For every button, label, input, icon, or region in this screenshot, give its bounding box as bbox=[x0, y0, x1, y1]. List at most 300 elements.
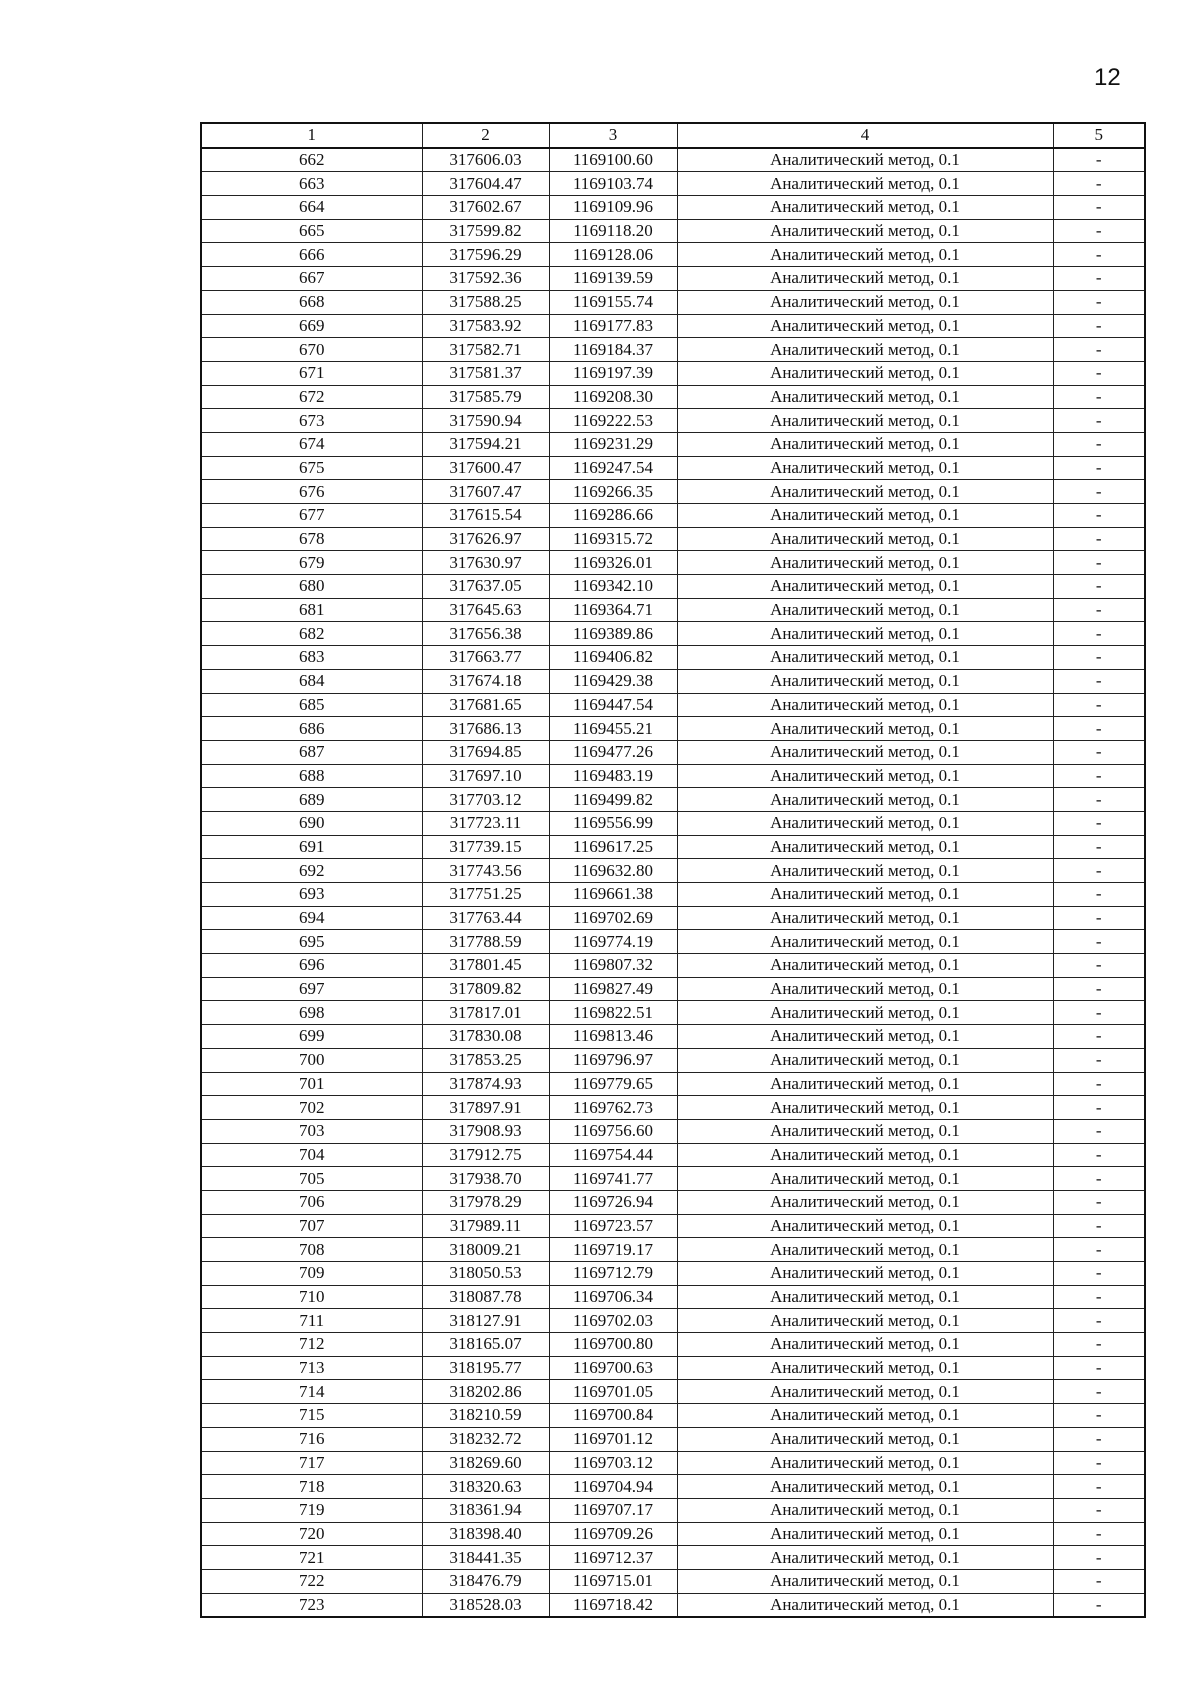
page-number: 12 bbox=[1094, 64, 1121, 91]
y-coordinate-cell: 1169342.10 bbox=[549, 575, 677, 599]
notes-cell: - bbox=[1053, 1190, 1145, 1214]
notes-cell: - bbox=[1053, 1048, 1145, 1072]
point-number-cell: 694 bbox=[201, 906, 422, 930]
method-cell: Аналитический метод, 0.1 bbox=[677, 1001, 1053, 1025]
notes-cell: - bbox=[1053, 456, 1145, 480]
method-cell: Аналитический метод, 0.1 bbox=[677, 504, 1053, 528]
x-coordinate-cell: 318269.60 bbox=[422, 1451, 549, 1475]
y-coordinate-cell: 1169364.71 bbox=[549, 598, 677, 622]
table-row bbox=[201, 693, 1145, 717]
point-number-cell: 671 bbox=[201, 361, 422, 385]
table-row bbox=[201, 1238, 1145, 1262]
x-coordinate-cell: 317600.47 bbox=[422, 456, 549, 480]
method-cell: Аналитический метод, 0.1 bbox=[677, 811, 1053, 835]
method-cell: Аналитический метод, 0.1 bbox=[677, 977, 1053, 1001]
y-coordinate-cell: 1169222.53 bbox=[549, 409, 677, 433]
y-coordinate-cell: 1169702.69 bbox=[549, 906, 677, 930]
y-coordinate-cell: 1169822.51 bbox=[549, 1001, 677, 1025]
y-coordinate-cell: 1169208.30 bbox=[549, 385, 677, 409]
method-cell: Аналитический метод, 0.1 bbox=[677, 1167, 1053, 1191]
table-row bbox=[201, 883, 1145, 907]
point-number-cell: 675 bbox=[201, 456, 422, 480]
column-header-y-coordinate: 3 bbox=[549, 123, 677, 148]
notes-cell: - bbox=[1053, 1546, 1145, 1570]
table-row bbox=[201, 1025, 1145, 1049]
notes-cell: - bbox=[1053, 859, 1145, 883]
x-coordinate-cell: 317801.45 bbox=[422, 954, 549, 978]
notes-cell: - bbox=[1053, 598, 1145, 622]
x-coordinate-cell: 317751.25 bbox=[422, 883, 549, 907]
x-coordinate-cell: 317630.97 bbox=[422, 551, 549, 575]
x-coordinate-cell: 317585.79 bbox=[422, 385, 549, 409]
point-number-cell: 663 bbox=[201, 172, 422, 196]
method-cell: Аналитический метод, 0.1 bbox=[677, 1262, 1053, 1286]
x-coordinate-cell: 317897.91 bbox=[422, 1096, 549, 1120]
table-row bbox=[201, 1214, 1145, 1238]
table-row bbox=[201, 1096, 1145, 1120]
y-coordinate-cell: 1169754.44 bbox=[549, 1143, 677, 1167]
table-row bbox=[201, 432, 1145, 456]
y-coordinate-cell: 1169632.80 bbox=[549, 859, 677, 883]
x-coordinate-cell: 317582.71 bbox=[422, 338, 549, 362]
notes-cell: - bbox=[1053, 1143, 1145, 1167]
y-coordinate-cell: 1169774.19 bbox=[549, 930, 677, 954]
y-coordinate-cell: 1169109.96 bbox=[549, 196, 677, 220]
y-coordinate-cell: 1169266.35 bbox=[549, 480, 677, 504]
point-number-cell: 684 bbox=[201, 669, 422, 693]
notes-cell: - bbox=[1053, 314, 1145, 338]
point-number-cell: 714 bbox=[201, 1380, 422, 1404]
x-coordinate-cell: 317912.75 bbox=[422, 1143, 549, 1167]
point-number-cell: 682 bbox=[201, 622, 422, 646]
point-number-cell: 679 bbox=[201, 551, 422, 575]
point-number-cell: 662 bbox=[201, 148, 422, 172]
y-coordinate-cell: 1169779.65 bbox=[549, 1072, 677, 1096]
x-coordinate-cell: 318195.77 bbox=[422, 1356, 549, 1380]
x-coordinate-cell: 317588.25 bbox=[422, 290, 549, 314]
method-cell: Аналитический метод, 0.1 bbox=[677, 1143, 1053, 1167]
x-coordinate-cell: 317615.54 bbox=[422, 504, 549, 528]
table-row bbox=[201, 385, 1145, 409]
x-coordinate-cell: 317656.38 bbox=[422, 622, 549, 646]
x-coordinate-cell: 318127.91 bbox=[422, 1309, 549, 1333]
point-number-cell: 686 bbox=[201, 717, 422, 741]
x-coordinate-cell: 318441.35 bbox=[422, 1546, 549, 1570]
point-number-cell: 723 bbox=[201, 1593, 422, 1617]
point-number-cell: 703 bbox=[201, 1119, 422, 1143]
table-row bbox=[201, 930, 1145, 954]
method-cell: Аналитический метод, 0.1 bbox=[677, 1285, 1053, 1309]
x-coordinate-cell: 317989.11 bbox=[422, 1214, 549, 1238]
method-cell: Аналитический метод, 0.1 bbox=[677, 1475, 1053, 1499]
x-coordinate-cell: 318050.53 bbox=[422, 1262, 549, 1286]
table-row bbox=[201, 1404, 1145, 1428]
column-header-x-coordinate: 2 bbox=[422, 123, 549, 148]
y-coordinate-cell: 1169701.05 bbox=[549, 1380, 677, 1404]
method-cell: Аналитический метод, 0.1 bbox=[677, 148, 1053, 172]
x-coordinate-cell: 318165.07 bbox=[422, 1333, 549, 1357]
y-coordinate-cell: 1169286.66 bbox=[549, 504, 677, 528]
table-row bbox=[201, 172, 1145, 196]
x-coordinate-cell: 318398.40 bbox=[422, 1522, 549, 1546]
table-row bbox=[201, 1167, 1145, 1191]
table-row bbox=[201, 409, 1145, 433]
notes-cell: - bbox=[1053, 811, 1145, 835]
point-number-cell: 701 bbox=[201, 1072, 422, 1096]
table-row bbox=[201, 835, 1145, 859]
point-number-cell: 713 bbox=[201, 1356, 422, 1380]
method-cell: Аналитический метод, 0.1 bbox=[677, 693, 1053, 717]
table-row bbox=[201, 1072, 1145, 1096]
notes-cell: - bbox=[1053, 1214, 1145, 1238]
notes-cell: - bbox=[1053, 1569, 1145, 1593]
y-coordinate-cell: 1169715.01 bbox=[549, 1569, 677, 1593]
method-cell: Аналитический метод, 0.1 bbox=[677, 669, 1053, 693]
notes-cell: - bbox=[1053, 717, 1145, 741]
table-row bbox=[201, 290, 1145, 314]
table-row bbox=[201, 764, 1145, 788]
method-cell: Аналитический метод, 0.1 bbox=[677, 764, 1053, 788]
table-row bbox=[201, 598, 1145, 622]
notes-cell: - bbox=[1053, 432, 1145, 456]
x-coordinate-cell: 317599.82 bbox=[422, 219, 549, 243]
point-number-cell: 693 bbox=[201, 883, 422, 907]
method-cell: Аналитический метод, 0.1 bbox=[677, 527, 1053, 551]
y-coordinate-cell: 1169706.34 bbox=[549, 1285, 677, 1309]
y-coordinate-cell: 1169718.42 bbox=[549, 1593, 677, 1617]
table-row bbox=[201, 1262, 1145, 1286]
x-coordinate-cell: 317686.13 bbox=[422, 717, 549, 741]
table-row bbox=[201, 740, 1145, 764]
method-cell: Аналитический метод, 0.1 bbox=[677, 551, 1053, 575]
x-coordinate-cell: 317592.36 bbox=[422, 267, 549, 291]
point-number-cell: 670 bbox=[201, 338, 422, 362]
notes-cell: - bbox=[1053, 622, 1145, 646]
method-cell: Аналитический метод, 0.1 bbox=[677, 267, 1053, 291]
point-number-cell: 711 bbox=[201, 1309, 422, 1333]
method-cell: Аналитический метод, 0.1 bbox=[677, 432, 1053, 456]
y-coordinate-cell: 1169661.38 bbox=[549, 883, 677, 907]
table-row bbox=[201, 1569, 1145, 1593]
x-coordinate-cell: 317637.05 bbox=[422, 575, 549, 599]
table-header-row bbox=[201, 123, 1145, 148]
y-coordinate-cell: 1169741.77 bbox=[549, 1167, 677, 1191]
table-row bbox=[201, 1475, 1145, 1499]
y-coordinate-cell: 1169429.38 bbox=[549, 669, 677, 693]
method-cell: Аналитический метод, 0.1 bbox=[677, 622, 1053, 646]
method-cell: Аналитический метод, 0.1 bbox=[677, 575, 1053, 599]
method-cell: Аналитический метод, 0.1 bbox=[677, 1048, 1053, 1072]
point-number-cell: 717 bbox=[201, 1451, 422, 1475]
point-number-cell: 690 bbox=[201, 811, 422, 835]
x-coordinate-cell: 317978.29 bbox=[422, 1190, 549, 1214]
point-number-cell: 666 bbox=[201, 243, 422, 267]
method-cell: Аналитический метод, 0.1 bbox=[677, 598, 1053, 622]
point-number-cell: 668 bbox=[201, 290, 422, 314]
notes-cell: - bbox=[1053, 1072, 1145, 1096]
notes-cell: - bbox=[1053, 1001, 1145, 1025]
method-cell: Аналитический метод, 0.1 bbox=[677, 361, 1053, 385]
column-header-notes: 5 bbox=[1053, 123, 1145, 148]
point-number-cell: 664 bbox=[201, 196, 422, 220]
y-coordinate-cell: 1169499.82 bbox=[549, 788, 677, 812]
notes-cell: - bbox=[1053, 954, 1145, 978]
x-coordinate-cell: 318009.21 bbox=[422, 1238, 549, 1262]
y-coordinate-cell: 1169712.79 bbox=[549, 1262, 677, 1286]
x-coordinate-cell: 317817.01 bbox=[422, 1001, 549, 1025]
point-number-cell: 712 bbox=[201, 1333, 422, 1357]
notes-cell: - bbox=[1053, 930, 1145, 954]
column-header-point-number: 1 bbox=[201, 123, 422, 148]
table-row bbox=[201, 1309, 1145, 1333]
table-row bbox=[201, 219, 1145, 243]
notes-cell: - bbox=[1053, 148, 1145, 172]
point-number-cell: 680 bbox=[201, 575, 422, 599]
point-number-cell: 719 bbox=[201, 1498, 422, 1522]
method-cell: Аналитический метод, 0.1 bbox=[677, 338, 1053, 362]
x-coordinate-cell: 317694.85 bbox=[422, 740, 549, 764]
y-coordinate-cell: 1169483.19 bbox=[549, 764, 677, 788]
notes-cell: - bbox=[1053, 338, 1145, 362]
x-coordinate-cell: 317697.10 bbox=[422, 764, 549, 788]
coordinates-table bbox=[200, 122, 1146, 1618]
notes-cell: - bbox=[1053, 385, 1145, 409]
point-number-cell: 672 bbox=[201, 385, 422, 409]
method-cell: Аналитический метод, 0.1 bbox=[677, 646, 1053, 670]
point-number-cell: 698 bbox=[201, 1001, 422, 1025]
notes-cell: - bbox=[1053, 1404, 1145, 1428]
y-coordinate-cell: 1169389.86 bbox=[549, 622, 677, 646]
point-number-cell: 706 bbox=[201, 1190, 422, 1214]
x-coordinate-cell: 318361.94 bbox=[422, 1498, 549, 1522]
x-coordinate-cell: 317607.47 bbox=[422, 480, 549, 504]
notes-cell: - bbox=[1053, 1285, 1145, 1309]
x-coordinate-cell: 317583.92 bbox=[422, 314, 549, 338]
y-coordinate-cell: 1169455.21 bbox=[549, 717, 677, 741]
point-number-cell: 691 bbox=[201, 835, 422, 859]
method-cell: Аналитический метод, 0.1 bbox=[677, 1380, 1053, 1404]
method-cell: Аналитический метод, 0.1 bbox=[677, 859, 1053, 883]
notes-cell: - bbox=[1053, 1380, 1145, 1404]
y-coordinate-cell: 1169247.54 bbox=[549, 456, 677, 480]
method-cell: Аналитический метод, 0.1 bbox=[677, 456, 1053, 480]
notes-cell: - bbox=[1053, 1167, 1145, 1191]
notes-cell: - bbox=[1053, 1238, 1145, 1262]
notes-cell: - bbox=[1053, 1309, 1145, 1333]
notes-cell: - bbox=[1053, 977, 1145, 1001]
table-row bbox=[201, 1593, 1145, 1617]
y-coordinate-cell: 1169617.25 bbox=[549, 835, 677, 859]
point-number-cell: 669 bbox=[201, 314, 422, 338]
y-coordinate-cell: 1169447.54 bbox=[549, 693, 677, 717]
notes-cell: - bbox=[1053, 740, 1145, 764]
table-row bbox=[201, 646, 1145, 670]
y-coordinate-cell: 1169155.74 bbox=[549, 290, 677, 314]
y-coordinate-cell: 1169326.01 bbox=[549, 551, 677, 575]
point-number-cell: 720 bbox=[201, 1522, 422, 1546]
method-cell: Аналитический метод, 0.1 bbox=[677, 1404, 1053, 1428]
x-coordinate-cell: 317596.29 bbox=[422, 243, 549, 267]
point-number-cell: 715 bbox=[201, 1404, 422, 1428]
notes-cell: - bbox=[1053, 527, 1145, 551]
x-coordinate-cell: 317590.94 bbox=[422, 409, 549, 433]
table-row bbox=[201, 1190, 1145, 1214]
table-row bbox=[201, 811, 1145, 835]
method-cell: Аналитический метод, 0.1 bbox=[677, 883, 1053, 907]
y-coordinate-cell: 1169762.73 bbox=[549, 1096, 677, 1120]
x-coordinate-cell: 317703.12 bbox=[422, 788, 549, 812]
point-number-cell: 692 bbox=[201, 859, 422, 883]
y-coordinate-cell: 1169703.12 bbox=[549, 1451, 677, 1475]
y-coordinate-cell: 1169700.84 bbox=[549, 1404, 677, 1428]
point-number-cell: 674 bbox=[201, 432, 422, 456]
method-cell: Аналитический метод, 0.1 bbox=[677, 290, 1053, 314]
table-row bbox=[201, 788, 1145, 812]
method-cell: Аналитический метод, 0.1 bbox=[677, 1309, 1053, 1333]
notes-cell: - bbox=[1053, 835, 1145, 859]
x-coordinate-cell: 317743.56 bbox=[422, 859, 549, 883]
notes-cell: - bbox=[1053, 1475, 1145, 1499]
point-number-cell: 710 bbox=[201, 1285, 422, 1309]
table-row bbox=[201, 622, 1145, 646]
y-coordinate-cell: 1169813.46 bbox=[549, 1025, 677, 1049]
method-cell: Аналитический метод, 0.1 bbox=[677, 409, 1053, 433]
y-coordinate-cell: 1169118.20 bbox=[549, 219, 677, 243]
table-row bbox=[201, 575, 1145, 599]
notes-cell: - bbox=[1053, 906, 1145, 930]
y-coordinate-cell: 1169177.83 bbox=[549, 314, 677, 338]
method-cell: Аналитический метод, 0.1 bbox=[677, 1451, 1053, 1475]
x-coordinate-cell: 317809.82 bbox=[422, 977, 549, 1001]
x-coordinate-cell: 317604.47 bbox=[422, 172, 549, 196]
notes-cell: - bbox=[1053, 646, 1145, 670]
notes-cell: - bbox=[1053, 1119, 1145, 1143]
point-number-cell: 709 bbox=[201, 1262, 422, 1286]
method-cell: Аналитический метод, 0.1 bbox=[677, 1072, 1053, 1096]
x-coordinate-cell: 318087.78 bbox=[422, 1285, 549, 1309]
y-coordinate-cell: 1169700.63 bbox=[549, 1356, 677, 1380]
y-coordinate-cell: 1169556.99 bbox=[549, 811, 677, 835]
point-number-cell: 699 bbox=[201, 1025, 422, 1049]
y-coordinate-cell: 1169726.94 bbox=[549, 1190, 677, 1214]
table-row bbox=[201, 1522, 1145, 1546]
method-cell: Аналитический метод, 0.1 bbox=[677, 1522, 1053, 1546]
table-row bbox=[201, 1356, 1145, 1380]
y-coordinate-cell: 1169100.60 bbox=[549, 148, 677, 172]
notes-cell: - bbox=[1053, 551, 1145, 575]
table-row bbox=[201, 1427, 1145, 1451]
method-cell: Аналитический метод, 0.1 bbox=[677, 1025, 1053, 1049]
method-cell: Аналитический метод, 0.1 bbox=[677, 172, 1053, 196]
method-cell: Аналитический метод, 0.1 bbox=[677, 717, 1053, 741]
method-cell: Аналитический метод, 0.1 bbox=[677, 930, 1053, 954]
x-coordinate-cell: 317723.11 bbox=[422, 811, 549, 835]
point-number-cell: 722 bbox=[201, 1569, 422, 1593]
point-number-cell: 716 bbox=[201, 1427, 422, 1451]
y-coordinate-cell: 1169702.03 bbox=[549, 1309, 677, 1333]
y-coordinate-cell: 1169184.37 bbox=[549, 338, 677, 362]
x-coordinate-cell: 317581.37 bbox=[422, 361, 549, 385]
x-coordinate-cell: 317602.67 bbox=[422, 196, 549, 220]
y-coordinate-cell: 1169827.49 bbox=[549, 977, 677, 1001]
notes-cell: - bbox=[1053, 1593, 1145, 1617]
notes-cell: - bbox=[1053, 243, 1145, 267]
table-row bbox=[201, 1285, 1145, 1309]
method-cell: Аналитический метод, 0.1 bbox=[677, 243, 1053, 267]
method-cell: Аналитический метод, 0.1 bbox=[677, 906, 1053, 930]
x-coordinate-cell: 317645.63 bbox=[422, 598, 549, 622]
point-number-cell: 688 bbox=[201, 764, 422, 788]
y-coordinate-cell: 1169707.17 bbox=[549, 1498, 677, 1522]
y-coordinate-cell: 1169103.74 bbox=[549, 172, 677, 196]
y-coordinate-cell: 1169807.32 bbox=[549, 954, 677, 978]
notes-cell: - bbox=[1053, 1262, 1145, 1286]
notes-cell: - bbox=[1053, 172, 1145, 196]
point-number-cell: 687 bbox=[201, 740, 422, 764]
point-number-cell: 721 bbox=[201, 1546, 422, 1570]
point-number-cell: 705 bbox=[201, 1167, 422, 1191]
notes-cell: - bbox=[1053, 883, 1145, 907]
table-row bbox=[201, 1546, 1145, 1570]
method-cell: Аналитический метод, 0.1 bbox=[677, 1546, 1053, 1570]
y-coordinate-cell: 1169406.82 bbox=[549, 646, 677, 670]
point-number-cell: 697 bbox=[201, 977, 422, 1001]
y-coordinate-cell: 1169139.59 bbox=[549, 267, 677, 291]
table-row bbox=[201, 1001, 1145, 1025]
y-coordinate-cell: 1169701.12 bbox=[549, 1427, 677, 1451]
method-cell: Аналитический метод, 0.1 bbox=[677, 1190, 1053, 1214]
method-cell: Аналитический метод, 0.1 bbox=[677, 740, 1053, 764]
point-number-cell: 689 bbox=[201, 788, 422, 812]
point-number-cell: 695 bbox=[201, 930, 422, 954]
notes-cell: - bbox=[1053, 1522, 1145, 1546]
y-coordinate-cell: 1169700.80 bbox=[549, 1333, 677, 1357]
point-number-cell: 681 bbox=[201, 598, 422, 622]
table-row bbox=[201, 1333, 1145, 1357]
x-coordinate-cell: 318528.03 bbox=[422, 1593, 549, 1617]
point-number-cell: 667 bbox=[201, 267, 422, 291]
x-coordinate-cell: 317763.44 bbox=[422, 906, 549, 930]
table-row bbox=[201, 1048, 1145, 1072]
y-coordinate-cell: 1169128.06 bbox=[549, 243, 677, 267]
table-row bbox=[201, 527, 1145, 551]
point-number-cell: 707 bbox=[201, 1214, 422, 1238]
method-cell: Аналитический метод, 0.1 bbox=[677, 1498, 1053, 1522]
point-number-cell: 696 bbox=[201, 954, 422, 978]
point-number-cell: 673 bbox=[201, 409, 422, 433]
method-cell: Аналитический метод, 0.1 bbox=[677, 1214, 1053, 1238]
notes-cell: - bbox=[1053, 480, 1145, 504]
notes-cell: - bbox=[1053, 1025, 1145, 1049]
y-coordinate-cell: 1169709.26 bbox=[549, 1522, 677, 1546]
x-coordinate-cell: 318210.59 bbox=[422, 1404, 549, 1428]
table-row bbox=[201, 1143, 1145, 1167]
method-cell: Аналитический метод, 0.1 bbox=[677, 1427, 1053, 1451]
table-row bbox=[201, 906, 1145, 930]
notes-cell: - bbox=[1053, 290, 1145, 314]
method-cell: Аналитический метод, 0.1 bbox=[677, 1333, 1053, 1357]
notes-cell: - bbox=[1053, 1498, 1145, 1522]
table-row bbox=[201, 977, 1145, 1001]
notes-cell: - bbox=[1053, 409, 1145, 433]
method-cell: Аналитический метод, 0.1 bbox=[677, 314, 1053, 338]
notes-cell: - bbox=[1053, 1333, 1145, 1357]
notes-cell: - bbox=[1053, 575, 1145, 599]
point-number-cell: 677 bbox=[201, 504, 422, 528]
notes-cell: - bbox=[1053, 669, 1145, 693]
x-coordinate-cell: 318476.79 bbox=[422, 1569, 549, 1593]
table-row bbox=[201, 480, 1145, 504]
